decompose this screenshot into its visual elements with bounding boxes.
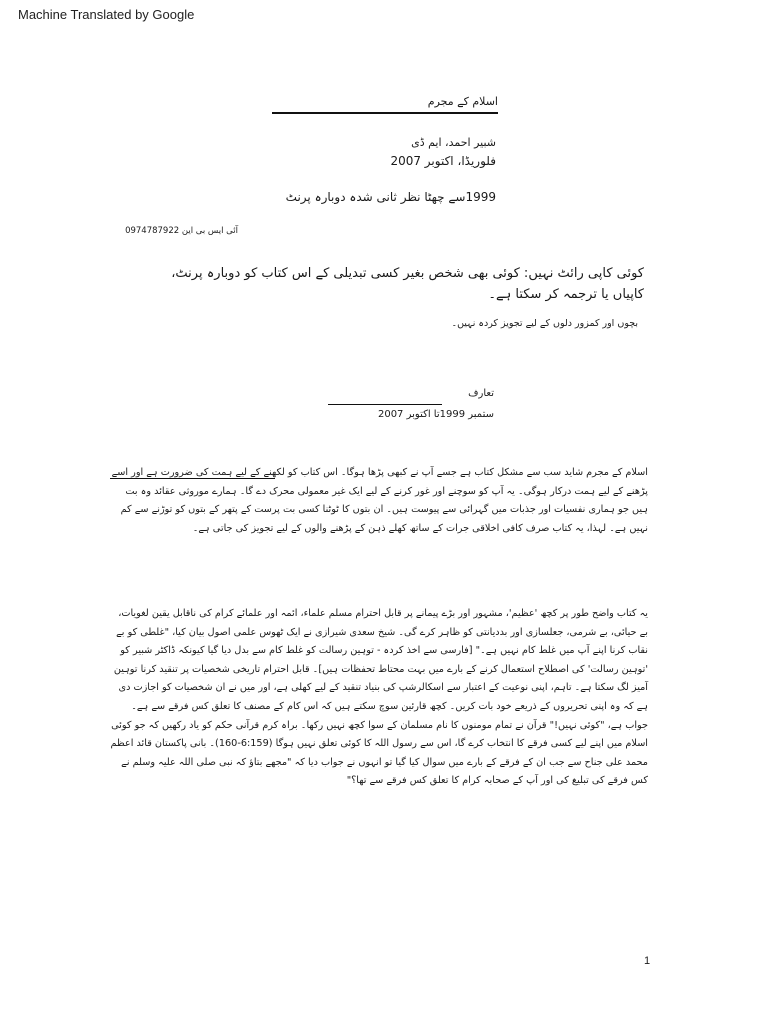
handwritten-underline	[110, 478, 275, 479]
body-paragraph: اسلام کے مجرم شاید سب سے مشکل کتاب ہے جسے آپ نے کبھی پڑھا ہوگا۔ اس کتاب کو لکھنے کے لیے ہمت کی ضرورت ہے اور اسے پڑھنے کے لیے ہمت درکار ہوگی۔ یہ آپ کو سوچنے اور غور کرنے کے لیے ایک غیر معمولی محرک دے گا۔ ہمارے موروثی عقائد وہ بت ہیں جو ہماری نفسیات اور جذبات میں گہرائی سے پیوست ہیں۔ ان بتوں کا ٹوٹنا کسی بت پرست کے پتھر کے بتوں کو توڑنے سے کم نہیں ہے۔ لہذا، یہ کتاب صرف کافی اخلاقی جرات کے ساتھ کھلے ذہن کے پڑھنے والوں کے لیے تجویز کی جاتی ہے۔	[111, 467, 648, 534]
document-title: اسلام کے مجرم	[427, 95, 498, 108]
page-number: 1	[644, 955, 651, 967]
title-underline	[272, 112, 498, 114]
body-paragraph: یہ کتاب واضح طور پر کچھ 'عظیم'، مشہور اور بڑے پیمانے پر قابل احترام مسلم علماء، ائمہ اور علمائے کرام کی ناقابل یقین لغویات، بے حیائی، بے شرمی، جعلسازی اور بددیانتی کو ظاہر کرے گی۔ شیخ سعدی شیرازی نے ایک ٹھوس علمی اصول بیان کیا، "غلطی کو بے نقاب کرنا اپنے آپ میں غلط کام نہیں ہے۔" [فارسی سے اخذ کردہ - توہین رسالت کو غلط کام سے بدل دیا گیا کیونکہ ڈاکٹر شبیر کو 'توہین رسالت' کی اصطلاح استعمال کرنے کے بارے میں بہت محتاط تحفظات ہیں]۔ قابل احترام تاریخی شخصیات پر تنقید کرنا توہین آمیز لگ سکتا ہے۔ تاہم، اپنی نوعیت کے اعتبار سے اسکالرشپ کی بنیاد تنقید کے لیے کھلی ہے، اور میں نے ان شخصیات کو اجازت دی ہے کہ وہ اپنی تحریروں کے ذریعے خود بات کریں۔ کچھ قارئین سوچ سکتے ہیں کہ اس کام کے مصنف کا تعلق کس فرقے سے ہے۔ جواب ہے، "کوئی نہیں!" قرآن نے تمام مومنوں کا نام مسلمان کے سوا کچھ نہیں رکھا۔ براہ کرم قرآنی حکم کو یاد رکھیں کہ جو کوئی اسلام میں اپنے لیے کسی فرقے کا انتخاب کرے گا، اس سے رسول اللہ کا کوئی تعلق نہیں ہوگا (6:159-160)۔ بانی پاکستان قائد اعظم محمد علی جناح سے جب ان کے فرقے کے بارے میں سوال کیا گیا تو انہوں نے جواب دیا کہ "مجھے بتاؤ کہ نبی صلی اللہ علیہ وسلم نے کس فرقے کی تبلیغ کی اور آپ کے صحابہ کرام کا تعلق کس فرقے سے تھا؟"	[110, 608, 648, 787]
reader-warning: بچوں اور کمزور دلوں کے لیے تجویز کردہ نہیں۔	[451, 318, 638, 329]
introduction-dates: ستمبر 1999تا اکتوبر 2007	[377, 409, 494, 420]
reprint-note: 1999سے چھٹا نظر ثانی شدہ دوبارہ پرنٹ	[285, 190, 496, 204]
introduction-heading: تعارف	[468, 388, 494, 399]
author-line: شبیر احمد، ایم ڈی	[411, 136, 496, 149]
machine-translation-header: Machine Translated by Google	[18, 7, 195, 22]
copyright-notice: کوئی کاپی رائٹ نہیں: کوئی بھی شخص بغیر کسی تبدیلی کے اس کتاب کو دوبارہ پرنٹ، کاپیاں یا ترجمہ کر سکتا ہے۔	[171, 266, 644, 302]
introduction-underline	[328, 404, 442, 405]
isbn-line: آئی ایس بی این 0974787922	[125, 226, 238, 236]
place-date-line: فلوریڈا، اکتوبر 2007	[390, 154, 496, 168]
